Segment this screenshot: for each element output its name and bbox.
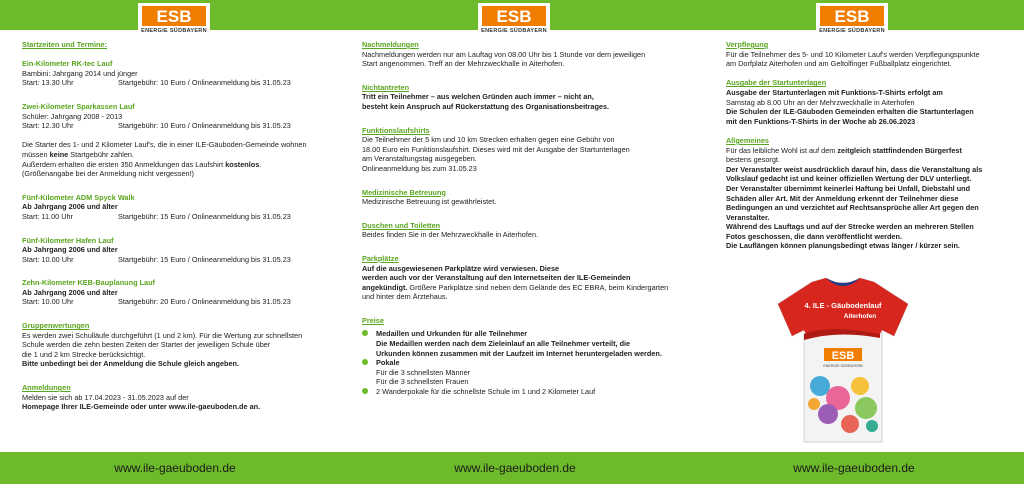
footer-url[interactable]: www.ile-gaeuboden.de xyxy=(114,461,236,475)
info-line: Volkslauf gedacht ist und keiner offiziellen Wertung der DLV unterliegt. xyxy=(726,174,972,184)
info-line: Fotos geschossen, die dann veröffentlicht werden. xyxy=(726,231,902,241)
info-line: Tritt ein Teilnehmer – aus welchen Gründen auch immer – nicht an, xyxy=(362,92,594,102)
info-line: Onlineanmeldung bis zum 31.05.23 xyxy=(362,163,477,173)
section-heading-no-show: Nichtantreten xyxy=(362,82,410,92)
section-heading-showers: Duschen und Toiletten xyxy=(362,220,441,230)
bullet-dot-icon xyxy=(362,387,376,397)
info-line: und hinter dem Ärztehaus. xyxy=(362,292,448,302)
info-line: am Veranstaltungstag ausgegeben. xyxy=(362,154,477,164)
run-fee: Startgebühr: 15 Euro / Onlineanmeldung bis 31.05.23 xyxy=(118,254,291,264)
run-age: Ab Jahrgang 2006 und älter xyxy=(22,202,118,212)
esb-logo-mark xyxy=(142,6,206,26)
group-line: Es werden zwei Schulläufe durchgeführt (1 und 2 km). Für die Wertung zur schnellsten xyxy=(22,330,303,340)
section-heading-groups: Gruppenwertungen xyxy=(22,321,90,331)
prize-item: Medaillen und Urkunden für alle Teilnehmer Die Medaillen werden nach dem Zieleinlauf an alle Teilnehmer verteilt, die Urkunden können zusammen mit der Laufzeit im Internet heruntergeladen werden. xyxy=(362,329,692,358)
run-start-row xyxy=(22,121,342,131)
svg-text:ESB: ESB xyxy=(496,7,532,26)
run-start: Start: 13.30 Uhr xyxy=(22,78,74,88)
run-start-row xyxy=(22,297,342,307)
run-fee: Startgebühr: 10 Euro / Onlineanmeldung bis 31.05.23 xyxy=(118,121,291,131)
logo-subtitle: ENERGIE SÜDBAYERN xyxy=(819,28,885,34)
shirt-logo-sub: ENERGIE SÜDBAYERN xyxy=(823,364,863,368)
run-start: Start: 11.00 Uhr xyxy=(22,211,73,221)
prize-item: 2 Wanderpokale für die schnellste Schule im 1 und 2 Kilometer Lauf xyxy=(362,387,692,397)
section-heading-schedule: Startzeiten und Termine: xyxy=(22,40,108,49)
bullet-dot-icon xyxy=(362,329,376,358)
run-title: Fünf-Kilometer ADM Spyck Walk xyxy=(22,192,135,202)
prize-item: Pokale Für die 3 schnellsten Männer Für die 3 schnellsten Frauen xyxy=(362,358,692,387)
info-line: 18.00 Euro ein Funktionslaufshirt. Dieses wird mit der Ausgabe der Startunterlagen xyxy=(362,144,630,154)
logo-subtitle: ENERGIE SÜDBAYERN xyxy=(481,28,547,34)
section-heading-prizes: Preise xyxy=(362,315,384,325)
run-fee: Startgebühr: 10 Euro / Onlineanmeldung bis 31.05.23 xyxy=(118,78,291,88)
run-start: Start: 10.00 Uhr xyxy=(22,254,74,264)
section-heading-late-registration: Nachmeldungen xyxy=(362,40,419,49)
note-line: Außerdem erhalten die ersten 350 Anmeldungen das Laufshirt kostenlos. xyxy=(22,159,262,169)
column-schedule xyxy=(22,40,342,412)
group-line: die 1 und 2 km Strecke berücksichtigt. xyxy=(22,349,146,359)
run-age: Ab Jahrgang 2006 und älter xyxy=(22,287,118,297)
info-line: Während des Lauftags und auf der Strecke werden an mehreren Stellen xyxy=(726,222,974,232)
svg-text:ESB: ESB xyxy=(156,7,192,26)
run-fee: Startgebühr: 15 Euro / Onlineanmeldung bis 31.05.23 xyxy=(118,211,291,221)
info-line: Für das leibliche Wohl ist auf dem zeitgleich stattfindenden Bürgerfest xyxy=(726,145,962,155)
note-line: Die Starter des 1- und 2 Kilometer Lauf's, die in einer ILE-Gäuboden-Gemeinde wohnen xyxy=(22,140,307,150)
esb-logo-mark xyxy=(820,6,884,26)
logo-subtitle: ENERGIE SÜDBAYERN xyxy=(141,28,207,34)
footer-url[interactable]: www.ile-gaeuboden.de xyxy=(454,461,576,475)
info-line: Die Schulen der ILE-Gäuboden Gemeinden erhalten die Startunterlagen xyxy=(726,107,974,117)
info-line: Ausgabe der Startunterlagen mit Funktions-T-Shirts erfolgt am xyxy=(726,87,943,97)
bullet-dot-icon xyxy=(362,358,376,387)
section-heading-food: Verpflegung xyxy=(726,40,769,49)
info-line: Beides finden Sie in der Mehrzweckhalle in Aiterhofen. xyxy=(362,230,539,240)
info-line: Veranstalter. xyxy=(726,212,770,222)
info-line: Der Veranstalter weist ausdrücklich darauf hin, dass die Veranstaltung als xyxy=(726,164,983,174)
info-line: Für die Teilnehmer des 5- und 10 Kilometer Lauf's werden Verpflegungspunkte xyxy=(726,49,980,59)
section-heading-general: Allgemeines xyxy=(726,135,769,145)
run-start-row xyxy=(22,212,342,222)
info-line: Samstag ab 8.00 Uhr an der Mehrzweckhalle in Aiterhofen xyxy=(726,97,915,107)
info-line: Die Teilnehmer der 5 km und 10 km Strecken erhalten gegen eine Gebühr von xyxy=(362,135,615,145)
info-line: Schäden aller Art. Mit der Anmeldung erkennt der Teilnehmer diese xyxy=(726,193,959,203)
run-start: Start: 10.00 Uhr xyxy=(22,297,74,307)
info-line: Der Veranstalter übernimmt keinerlei Haftung bei Unfall, Diebstahl und xyxy=(726,183,971,193)
run-title: Fünf-Kilometer Hafen Lauf xyxy=(22,235,114,245)
run-start-row xyxy=(22,255,342,265)
info-line: Medizinische Betreuung ist gewährleistet. xyxy=(362,197,497,207)
note-line: (Größenangabe bei der Anmeldung nicht vergessen!) xyxy=(22,169,194,179)
event-tshirt-image xyxy=(768,274,918,446)
run-age: Bambini: Jahrgang 2014 und jünger xyxy=(22,68,138,78)
info-line: am Dorfplatz Aiterhofen und am Geltolfinger Fußballplatz eingerichtet. xyxy=(726,59,952,69)
info-line: Start angenommen. Treff an der Mehrzweckhalle in Aiterhofen. xyxy=(362,59,565,69)
info-line: Bedingungen an und verzichtet auf Rechtsansprüche aller Art gegen den xyxy=(726,203,979,213)
run-age: Schüler: Jahrgang 2008 - 2013 xyxy=(22,111,123,121)
section-heading-pickup: Ausgabe der Startunterlagen xyxy=(726,78,827,88)
info-line: mit den Funktions-T-Shirts in der Woche ab 26.06.2023 xyxy=(726,116,916,126)
info-line: Die Lauflängen können planungsbedingt etwas länger / kürzer sein. xyxy=(726,241,960,251)
esb-logo-mark xyxy=(482,6,546,26)
info-line: Auf die ausgewiesenen Parkplätze wird verwiesen. Diese xyxy=(362,263,560,273)
group-line: Bitte unbedingt bei der Anmeldung die Schule gleich angeben. xyxy=(22,359,240,369)
info-line: angekündigt. Größere Parkplätze sind neben dem Gelände des EC EBRA, beim Kindergarten xyxy=(362,282,669,292)
info-line: werden auch vor der Veranstaltung auf den Internetseiten der ILE-Gemeinden xyxy=(362,273,631,283)
shirt-location: Aiterhofen xyxy=(843,313,877,320)
info-line: bestens gesorgt. xyxy=(726,155,780,165)
run-fee: Startgebühr: 20 Euro / Onlineanmeldung bis 31.05.23 xyxy=(118,297,291,307)
svg-text:ESB: ESB xyxy=(834,7,870,26)
footer-url[interactable]: www.ile-gaeuboden.de xyxy=(793,461,915,475)
run-start: Start: 12.30 Uhr xyxy=(22,121,74,131)
info-line: besteht kein Anspruch auf Rückerstattung des Organisationsbeitrages. xyxy=(362,101,610,111)
esb-logo xyxy=(138,3,210,39)
info-line: Nachmeldungen werden nur am Lauftag von 08.00 Uhr bis 1 Stunde vor dem jeweiligen xyxy=(362,49,646,59)
note-line: müssen keine Startgebühr zahlen. xyxy=(22,149,134,159)
registration-line: Melden sie sich ab 17.04.2023 - 31.05.2023 auf der xyxy=(22,392,189,402)
esb-logo xyxy=(816,3,888,39)
column-info xyxy=(362,40,692,397)
run-age: Ab Jahrgang 2006 und älter xyxy=(22,245,118,255)
shirt-logo-text: ESB xyxy=(831,350,855,362)
section-heading-registration: Anmeldungen xyxy=(22,383,71,393)
esb-logo xyxy=(478,3,550,39)
run-title: Ein-Kilometer RK-tec Lauf xyxy=(22,59,113,69)
column-general xyxy=(726,40,1008,251)
section-heading-parking: Parkplätze xyxy=(362,253,399,263)
registration-line: Homepage Ihrer ILE-Gemeinde oder unter www.ile-gaeuboden.de an. xyxy=(22,402,261,412)
section-heading-medical: Medizinische Betreuung xyxy=(362,187,446,197)
shirt-event-name: 4. ILE - Gäubodenlauf xyxy=(804,301,882,310)
run-title: Zwei-Kilometer Sparkassen Lauf xyxy=(22,101,135,111)
run-start-row xyxy=(22,78,342,88)
group-line: Schule werden die zehn besten Zeiten der Starter der jeweiligen Schule über xyxy=(22,340,271,350)
run-title: Zehn-Kilometer KEB-Bauplanung Lauf xyxy=(22,278,155,288)
section-heading-shirts: Funktionslaufshirts xyxy=(362,125,430,135)
